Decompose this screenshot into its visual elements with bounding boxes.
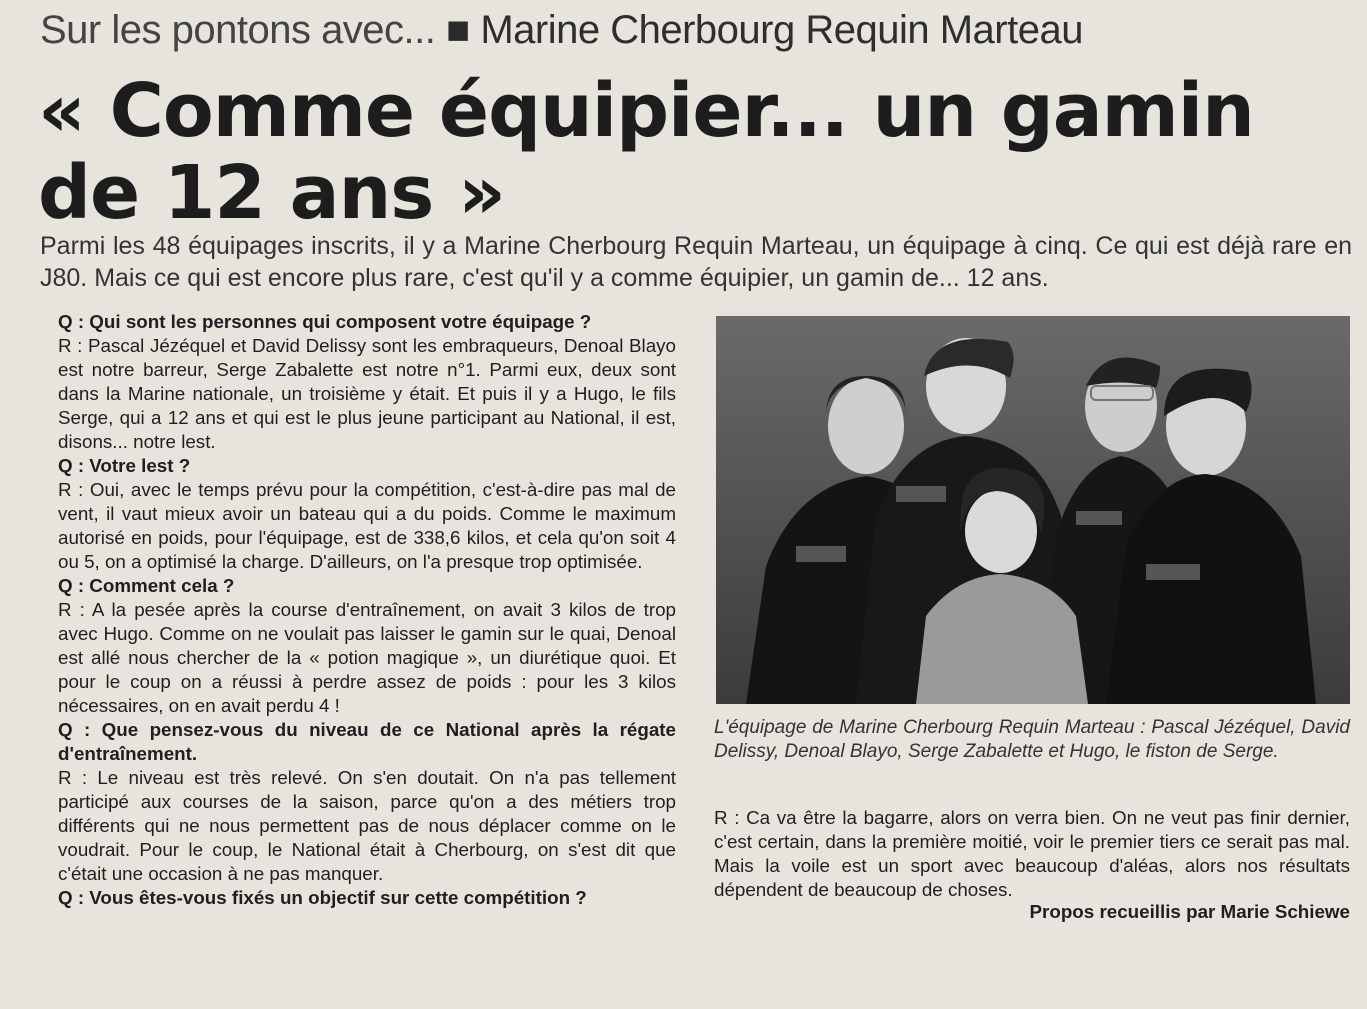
- answer: R : Pascal Jézéquel et David Delissy sont les embraqueurs, Denoal Blayo est notre barreur, Serge Zabalette est notre n°1. Parmi eux, deux sont dans la Marine nationale, un troisième y était. Et puis il y a Hugo, le fils Serge, qui a 12 ans et qui est le plus jeune participant au National, il est, disons... notre lest.: [58, 335, 676, 452]
- byline: Propos recueillis par Marie Schiewe: [1029, 901, 1350, 922]
- question: Q : Votre lest ?: [58, 455, 191, 476]
- kicker: [40, 8, 1083, 53]
- headline: « Comme équipier... un gamin de 12 ans »: [38, 68, 1254, 236]
- kicker-topic: Marine Cherbourg Requin Marteau: [480, 8, 1083, 52]
- question: Q : Comment cela ?: [58, 575, 235, 596]
- answer: R : Le niveau est très relevé. On s'en doutait. On n'a pas tellement participé aux courses de la saison, parce qu'on a des métiers trop différents qui ne nous permettent pas de nous déplacer comme on le voudrait. Pour le coup, le National était à Cherbourg, on s'est dit que c'était une occasion à ne pas manquer.: [58, 767, 676, 884]
- answer: R : Oui, avec le temps prévu pour la compétition, c'est-à-dire pas mal de vent, il vaut mieux avoir un bateau qui a du poids. Comme le maximum autorisé en poids, pour l'équipage, est de 338,6 kilos, et cela qu'on soit 4 ou 5, on a optimisé la charge. D'ailleurs, on l'a presque trop optimisée.: [58, 479, 676, 572]
- kicker-text: Sur les pontons avec...: [40, 8, 436, 52]
- question: Q : Vous êtes-vous fixés un objectif sur cette compétition ?: [58, 887, 587, 908]
- kicker-separator: ■: [446, 8, 470, 52]
- question: Q : Qui sont les personnes qui composent votre équipage ?: [58, 311, 592, 332]
- interview-column: [58, 310, 676, 910]
- question: Q : Que pensez-vous du niveau de ce National après la régate d'entraînement.: [58, 719, 676, 764]
- photo-caption: L'équipage de Marine Cherbourg Requin Marteau : Pascal Jézéquel, David Delissy, Denoal Blayo, Serge Zabalette et Hugo, le fiston de Serge.: [714, 717, 1350, 762]
- final-answer: R : Ca va être la bagarre, alors on verra bien. On ne veut pas finir dernier, c'est certain, dans la première moitié, voir le premier tiers ce serait pas mal. Mais la voile est un sport avec beaucoup d'aléas, alors nos résultats dépendent de beaucoup de choses.: [714, 807, 1350, 900]
- team-photo: [716, 316, 1350, 704]
- answer: R : A la pesée après la course d'entraînement, on avait 3 kilos de trop avec Hugo. Comme on ne voulait pas laisser le gamin sur le quai, Denoal est allé nous chercher de la « potion magique », un diurétique quoi. Et pour le coup on a réussi à perdre assez de poids : pour les 3 kilos nécessaires, on en avait perdu 4 !: [58, 599, 676, 716]
- lead-paragraph: Parmi les 48 équipages inscrits, il y a Marine Cherbourg Requin Marteau, un équipage à cinq. Ce qui est déjà rare en J80. Mais ce qui est encore plus rare, c'est qu'il y a comme équipier, un gamin de... 12 ans.: [40, 232, 1352, 292]
